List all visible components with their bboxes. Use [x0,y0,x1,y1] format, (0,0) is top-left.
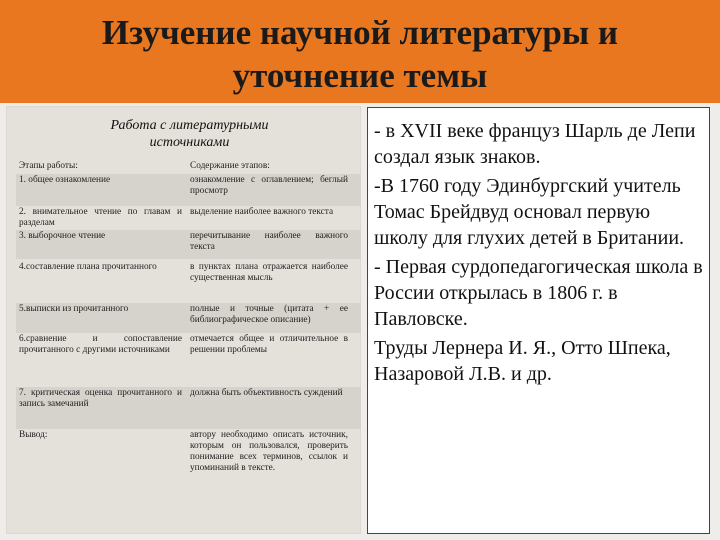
table-cell-stage: 1. общее ознакомление [19,175,111,185]
table-cell-stage: 7. критическая оценка прочитанного и запись замечаний [19,388,182,409]
table-cell-content: полные и точные (цитата + ее библиографическое описание) [190,304,348,325]
table-cell-stage: Этапы работы: [19,161,78,171]
table-title-line-2: источниками [149,135,230,150]
table-row [16,160,361,174]
table-row [16,174,361,206]
history-paragraph: - Первая сурдопедагогическая школа в России открылась в 1806 г. в Павловске. [374,256,703,330]
table-cell-stage: 5.выписки из прочитанного [19,304,129,314]
table-row [16,303,361,333]
table-cell-content: ознакомление с оглавлением; беглый просмотр [190,175,348,196]
table-row [16,230,361,259]
title-line-2: уточнение темы [232,55,488,95]
title-bar [0,0,720,103]
title-line-1: Изучение научной литературы и [101,12,619,52]
literature-table-panel [7,107,360,533]
table-title [17,117,362,151]
slide-title [102,7,618,97]
history-text-panel [367,107,710,534]
table-cell-content: Содержание этапов: [190,161,270,171]
table-cell-stage: 3. выборочное чтение [19,231,106,241]
table-cell-content: выделение наиболее важного текста [190,207,334,217]
table-cell-content: автору необходимо описать источник, которым он пользовался, проверить понимание всех терминов, ссылок и упоминаний в тексте. [190,430,348,473]
table-row [16,206,361,230]
table-row [16,387,361,429]
table-cell-content: перечитывание наиболее важного текста [190,231,348,252]
table-row [16,429,361,519]
table-cell-content: в пунктах плана отражается наиболее существенная мысль [190,262,348,283]
table-cell-content: должна быть объективность суждений [190,388,343,398]
history-paragraph: -В 1760 году Эдинбургский учитель Томас Брейдвуд основал первую школу для глухих детей в Британии. [374,175,685,249]
stages-table [16,160,361,519]
table-row [16,259,361,303]
table-cell-stage: 6.сравнение и сопоставление прочитанного с другими источниками [19,334,182,355]
history-text [374,118,708,390]
history-paragraph: Труды Лернера И. Я., Отто Шпека, Назаровой Л.В. и др. [374,337,671,385]
history-paragraph: - в XVII веке француз Шарль де Лепи создал язык знаков. [374,120,696,168]
table-cell-stage: 2. внимательное чтение по главам и разделам [19,207,182,228]
table-cell-content: отмечается общее и отличительное в решении проблемы [190,334,348,355]
table-title-line-1: Работа с литературными [110,118,269,133]
table-cell-stage: Вывод: [19,430,48,440]
table-row [16,333,361,387]
table-cell-stage: 4.составление плана прочитанного [19,262,157,272]
